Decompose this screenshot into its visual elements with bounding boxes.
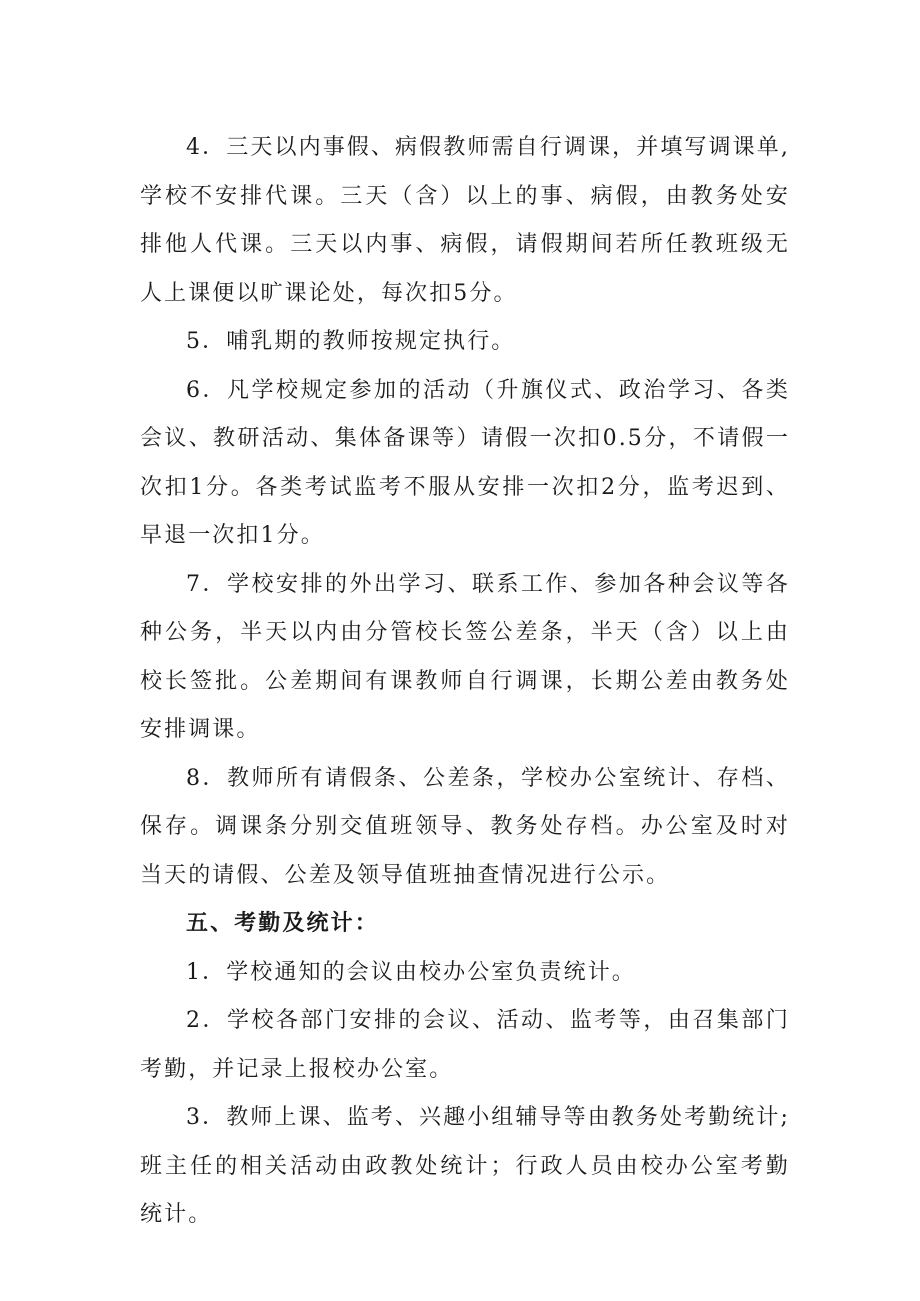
paragraph-item-6: 6．凡学校规定参加的活动（升旗仪式、政治学习、各类会议、教研活动、集体备课等）请假一次扣0.5分，不请假一次扣1分。各类考试监考不服从安排一次扣2分，监考迟到、早退一次扣1分。: [140, 377, 790, 548]
section-heading-attendance: 五、考勤及统计：: [186, 911, 379, 936]
section-paragraph-3: 3．教师上课、监考、兴趣小组辅导等由教务处考勤统计;班主任的相关活动由政教处统计；行政人员由校办公室考勤统计。: [140, 1105, 791, 1227]
paragraph-item-4: 4．三天以内事假、病假教师需自行调课，并填写调课单,学校不安排代课。三天（含）以上的事、病假，由教务处安排他人代课。三天以内事、病假，请假期间若所任教班级无人上课便以旷课论处，每次扣5分。: [140, 135, 790, 306]
paragraph-item-5: 5．哺乳期的教师按规定执行。: [186, 329, 516, 354]
paragraph-item-8: 8．教师所有请假条、公差条，学校办公室统计、存档、保存。调课条分别交值班领导、教务处存档。办公室及时对当天的请假、公差及领导值班抽查情况进行公示。: [140, 765, 790, 888]
section-paragraph-1: 1．学校通知的会议由校办公室负责统计。: [186, 959, 636, 985]
paragraph-item-7: 7．学校安排的外出学习、联系工作、参加各种会议等各种公务，半天以内由分管校长签公差条，半天（含）以上由校长签批。公差期间有课教师自行调课，长期公差由教务处安排调课。: [140, 571, 790, 742]
section-paragraph-2: 2．学校各部门安排的会议、活动、监考等，由召集部门考勤，并记录上报校办公室。: [140, 1008, 790, 1082]
document-page: [140, 124, 790, 1240]
